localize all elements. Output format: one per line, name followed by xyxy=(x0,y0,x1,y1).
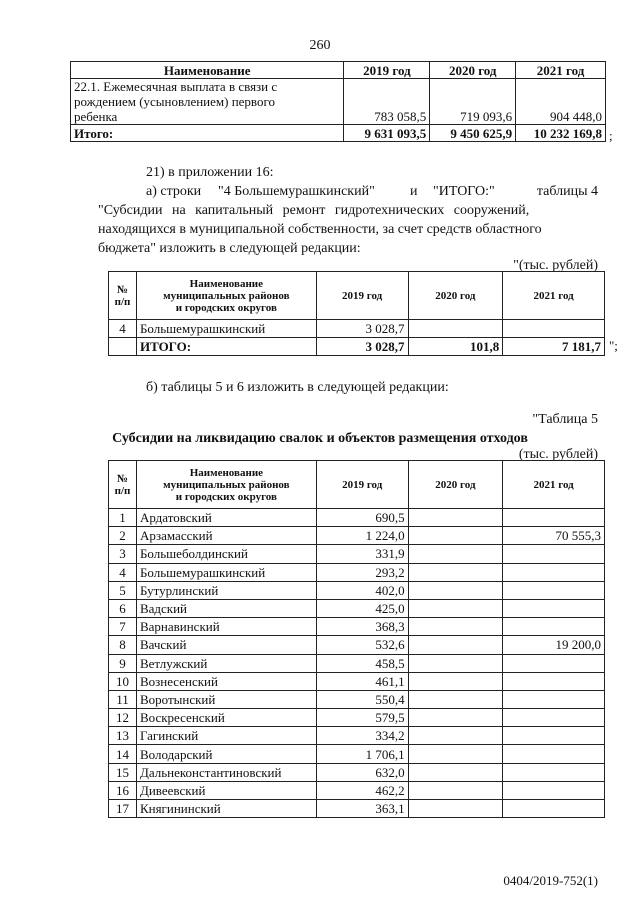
paragraph-a-line3: находящихся в муниципальной собственности, за счет средств областного xyxy=(98,222,542,237)
column-header: 2020 год xyxy=(430,62,516,79)
value-2020: 719 093,6 xyxy=(430,79,516,125)
row-num: 4 xyxy=(109,320,137,338)
value-2019: 579,5 xyxy=(316,709,408,727)
value-2020 xyxy=(408,727,503,745)
value-2019: 1 224,0 xyxy=(316,527,408,545)
table-row xyxy=(109,800,605,818)
value-2019: 550,4 xyxy=(316,690,408,708)
total-2019: 9 631 093,5 xyxy=(344,125,430,142)
value-2021 xyxy=(503,509,605,527)
table-row xyxy=(109,320,605,338)
value-2021 xyxy=(503,320,605,338)
row-name: Ветлужский xyxy=(136,654,316,672)
closing-quote-mark: "; xyxy=(609,338,618,353)
row-num: 9 xyxy=(109,654,137,672)
column-header-num: № п/п xyxy=(109,272,137,320)
column-header-2020: 2020 год xyxy=(408,272,503,320)
value-2020 xyxy=(408,654,503,672)
row-num: 2 xyxy=(109,527,137,545)
value-2020 xyxy=(408,763,503,781)
total-2020: 101,8 xyxy=(408,338,503,356)
row-name: Воскресенский xyxy=(136,709,316,727)
table-row xyxy=(109,727,605,745)
paragraph-a-line1: а) строки "4 Большемурашкинский" и "ИТОГО:" таблицы 4 xyxy=(146,184,598,199)
value-2019: 532,6 xyxy=(316,636,408,654)
value-2021: 19 200,0 xyxy=(503,636,605,654)
paragraph-b: б) таблицы 5 и 6 изложить в следующей редакции: xyxy=(146,380,449,395)
row-num: 5 xyxy=(109,581,137,599)
value-2020 xyxy=(408,527,503,545)
row-num: 11 xyxy=(109,690,137,708)
row-name: Володарский xyxy=(136,745,316,763)
value-2020 xyxy=(408,320,503,338)
table-row xyxy=(109,527,605,545)
table-row xyxy=(109,599,605,617)
table-row xyxy=(71,79,606,125)
total-label: ИТОГО: xyxy=(136,338,316,356)
table-row xyxy=(109,672,605,690)
value-2021 xyxy=(503,690,605,708)
total-row xyxy=(71,125,606,142)
table-row xyxy=(109,690,605,708)
value-2019: 331,9 xyxy=(316,545,408,563)
row-num: 12 xyxy=(109,709,137,727)
row-num: 8 xyxy=(109,636,137,654)
table-row xyxy=(109,563,605,581)
value-2021 xyxy=(503,672,605,690)
value-2020 xyxy=(408,636,503,654)
row-num: 15 xyxy=(109,763,137,781)
value-2021 xyxy=(503,800,605,818)
table-label: "Таблица 5 xyxy=(532,412,598,427)
row-name: Бутурлинский xyxy=(136,581,316,599)
unit-label: "(тыс. рублей) xyxy=(513,258,598,273)
table-row xyxy=(109,618,605,636)
row-name: Вачский xyxy=(136,636,316,654)
value-2019: 363,1 xyxy=(316,800,408,818)
value-2019: 1 706,1 xyxy=(316,745,408,763)
value-2021 xyxy=(503,709,605,727)
value-2019: 632,0 xyxy=(316,763,408,781)
value-2021 xyxy=(503,545,605,563)
column-header-2019: 2019 год xyxy=(316,461,408,509)
total-label: Итого: xyxy=(71,125,344,142)
row-name: Вадский xyxy=(136,599,316,617)
total-2019: 3 028,7 xyxy=(316,338,408,356)
table-title: Субсидии на ликвидацию свалок и объектов размещения отходов xyxy=(112,431,528,446)
value-2020 xyxy=(408,690,503,708)
value-2021 xyxy=(503,745,605,763)
value-2019: 334,2 xyxy=(316,727,408,745)
total-row xyxy=(109,338,605,356)
value-2020 xyxy=(408,581,503,599)
row-name: Дальнеконстантиновский xyxy=(136,763,316,781)
value-2021: 904 448,0 xyxy=(516,79,606,125)
unit-label: (тыс. рублей) xyxy=(518,447,598,462)
value-2020 xyxy=(408,709,503,727)
page-number: 260 xyxy=(309,38,331,53)
value-2021 xyxy=(503,763,605,781)
row-name: Воротынский xyxy=(136,690,316,708)
value-2020 xyxy=(408,599,503,617)
subsidy-table-5 xyxy=(108,460,605,818)
row-num: 3 xyxy=(109,545,137,563)
value-2021 xyxy=(503,581,605,599)
value-2019: 368,3 xyxy=(316,618,408,636)
value-2019: 690,5 xyxy=(316,509,408,527)
row-name: 22.1. Ежемесячная выплата в связи с рождением (усыновлением) первого ребенка xyxy=(71,79,344,125)
value-2021 xyxy=(503,618,605,636)
budget-table xyxy=(70,61,606,142)
row-num: 17 xyxy=(109,800,137,818)
row-name: Ардатовский xyxy=(136,509,316,527)
value-2019: 783 058,5 xyxy=(344,79,430,125)
subsidy-table-4 xyxy=(108,271,605,356)
table-row xyxy=(109,581,605,599)
column-header-2021: 2021 год xyxy=(503,272,605,320)
table-row xyxy=(109,745,605,763)
column-header-2019: 2019 год xyxy=(316,272,408,320)
value-2019: 402,0 xyxy=(316,581,408,599)
total-2021: 10 232 169,8 xyxy=(516,125,606,142)
value-2021 xyxy=(503,563,605,581)
row-name: Большемурашкинский xyxy=(136,563,316,581)
paragraph-21: 21) в приложении 16: xyxy=(146,165,274,180)
row-num: 4 xyxy=(109,563,137,581)
row-num: 14 xyxy=(109,745,137,763)
row-name: Гагинский xyxy=(136,727,316,745)
value-2020 xyxy=(408,563,503,581)
semicolon-mark: ; xyxy=(609,128,613,143)
column-header: 2021 год xyxy=(516,62,606,79)
value-2021 xyxy=(503,781,605,799)
paragraph-a-line2: "Субсидии на капитальный ремонт гидротехнических сооружений, xyxy=(98,203,530,218)
value-2020 xyxy=(408,545,503,563)
row-num: 16 xyxy=(109,781,137,799)
column-header-2020: 2020 год xyxy=(408,461,503,509)
table-row xyxy=(109,545,605,563)
value-2019: 425,0 xyxy=(316,599,408,617)
column-header: 2019 год xyxy=(344,62,430,79)
value-2019: 458,5 xyxy=(316,654,408,672)
value-2020 xyxy=(408,745,503,763)
column-header-name: Наименование муниципальных районов и городских округов xyxy=(136,272,316,320)
row-num: 6 xyxy=(109,599,137,617)
value-2020 xyxy=(408,800,503,818)
value-2020 xyxy=(408,509,503,527)
paragraph-a-line4: бюджета" изложить в следующей редакции: xyxy=(98,241,361,256)
value-2020 xyxy=(408,672,503,690)
row-name: Арзамасский xyxy=(136,527,316,545)
row-name: Большемурашкинский xyxy=(136,320,316,338)
row-name: Варнавинский xyxy=(136,618,316,636)
row-name: Княгининский xyxy=(136,800,316,818)
column-header: Наименование xyxy=(71,62,344,79)
table-row xyxy=(109,509,605,527)
table-row xyxy=(109,763,605,781)
value-2021 xyxy=(503,727,605,745)
row-num: 1 xyxy=(109,509,137,527)
document-code: 0404/2019-752(1) xyxy=(503,873,598,888)
value-2020 xyxy=(408,781,503,799)
row-num: 10 xyxy=(109,672,137,690)
row-num: 13 xyxy=(109,727,137,745)
column-header-2021: 2021 год xyxy=(503,461,605,509)
row-name: Большеболдинский xyxy=(136,545,316,563)
row-name: Дивеевский xyxy=(136,781,316,799)
table-row xyxy=(109,654,605,672)
value-2021 xyxy=(503,599,605,617)
column-header-num: № п/п xyxy=(109,461,137,509)
row-num: 7 xyxy=(109,618,137,636)
value-2019: 3 028,7 xyxy=(316,320,408,338)
table-row xyxy=(109,636,605,654)
value-2019: 293,2 xyxy=(316,563,408,581)
total-2021: 7 181,7 xyxy=(503,338,605,356)
value-2020 xyxy=(408,618,503,636)
table-row xyxy=(109,709,605,727)
value-2021 xyxy=(503,654,605,672)
total-2020: 9 450 625,9 xyxy=(430,125,516,142)
value-2019: 461,1 xyxy=(316,672,408,690)
table-row xyxy=(109,781,605,799)
row-name: Вознесенский xyxy=(136,672,316,690)
value-2019: 462,2 xyxy=(316,781,408,799)
column-header-name: Наименование муниципальных районов и городских округов xyxy=(136,461,316,509)
value-2021: 70 555,3 xyxy=(503,527,605,545)
table-body xyxy=(109,509,605,818)
